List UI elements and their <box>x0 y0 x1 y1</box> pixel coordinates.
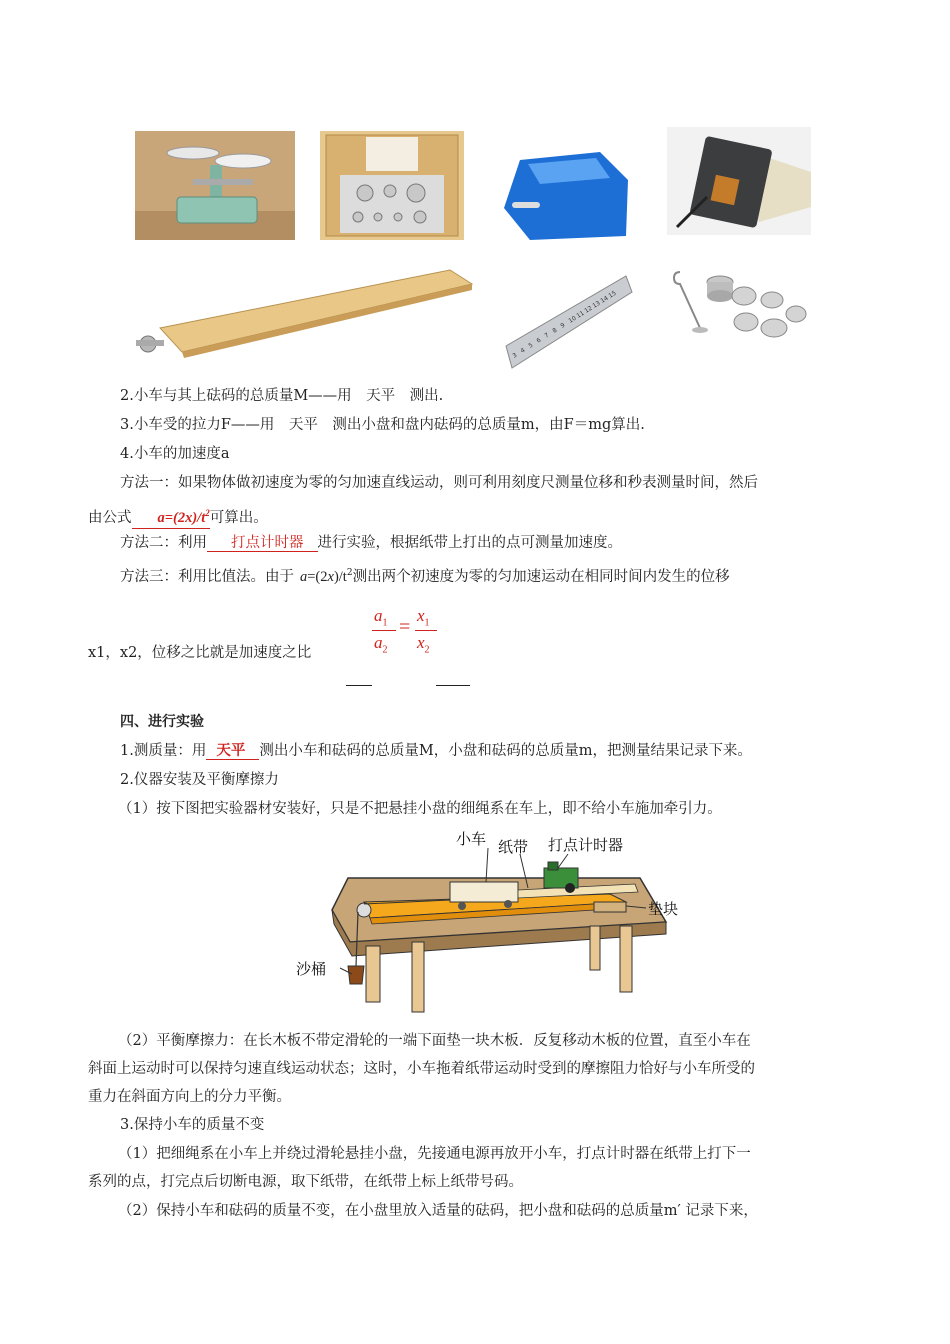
frac-bar-right <box>415 630 437 631</box>
step1-line <box>120 741 900 761</box>
label-block: 垫块 <box>648 900 679 918</box>
method3-line2: x1，x2，位移之比就是加速度之比 <box>88 645 312 661</box>
section-4-heading: 四、进行实验 <box>120 714 204 730</box>
method1-line2 <box>88 503 868 529</box>
frac-denominator-x2: $x_2$ <box>417 633 430 656</box>
svg-text:14: 14 <box>599 294 610 305</box>
svg-text:15: 15 <box>607 289 618 300</box>
table-leg <box>620 926 632 992</box>
answer-underline-1 <box>346 685 372 686</box>
step3-2-line: （2）保持小车和砝码的质量不变，在小盘里放入适量的砝码，把小盘和砝码的总质量m′ 记录下来， <box>118 1203 758 1219</box>
step1-suffix: 测出小车和砝码的总质量M，小盘和砝码的总质量m，把测量结果记录下来。 <box>259 743 752 759</box>
frac-numerator-x1: $x_1$ <box>417 606 430 629</box>
experiment-diagram <box>290 826 679 1018</box>
svg-text:10: 10 <box>567 314 578 325</box>
method2-answer-blank <box>207 535 318 552</box>
method3-formula-t: )/t <box>333 568 347 585</box>
label-timer: 打点计时器 <box>548 836 624 854</box>
svg-text:6: 6 <box>535 336 543 345</box>
step1-prefix: 1.测质量：用 <box>120 743 207 759</box>
method2-line <box>120 533 900 553</box>
step3-line: 3.保持小车的质量不变 <box>120 1117 265 1133</box>
method1-formula: a=(2x)/t <box>157 509 206 526</box>
label-bucket: 沙桶 <box>296 960 327 978</box>
method1-line1: 方法一：如果物体做初速度为零的匀加速直线运动，则可利用刻度尺测量位移和秒表测量时间，然后 <box>120 475 758 491</box>
method2-answer: 打点计时器 <box>231 535 304 551</box>
label-tape: 纸带 <box>498 838 529 856</box>
svg-text:7: 7 <box>543 331 551 340</box>
step1-answer: 天平 <box>216 743 246 759</box>
step2-1-line: （1）按下图把实验器材安装好，只是不把悬挂小盘的细绳系在车上，即不给小车施加牵引力。 <box>118 801 722 817</box>
svg-text:12: 12 <box>583 304 594 315</box>
svg-text:13: 13 <box>591 299 602 310</box>
method1-suffix: 可算出。 <box>209 509 268 526</box>
svg-text:9: 9 <box>559 321 567 330</box>
balance-friction-line1: （2）平衡摩擦力：在长木板不带定滑轮的一端下面垫一块木板．反复移动木板的位置，直至小车在 <box>118 1033 751 1049</box>
step2-line: 2.仪器安装及平衡摩擦力 <box>120 772 279 788</box>
ruler-photo <box>502 272 632 376</box>
label-cart: 小车 <box>456 830 487 848</box>
table-leg <box>412 942 424 1012</box>
mass-M-line: 2.小车与其上砝码的总质量M——用 天平 测出. <box>120 388 444 404</box>
method3-suffix: 测出两个初速度为零的匀加速运动在相同时间内发生的位移 <box>352 568 730 585</box>
method1-prefix: 由公式 <box>88 509 132 526</box>
svg-text:3: 3 <box>511 351 519 360</box>
board-photo <box>132 266 474 366</box>
frac-numerator-a1: $a_1$ <box>374 606 388 629</box>
method3-formula-exponent: 2 <box>346 568 353 578</box>
cart-photo <box>500 140 630 244</box>
block <box>594 902 626 912</box>
weights-box-photo <box>320 131 464 240</box>
method1-formula-exponent: 2 <box>205 508 210 518</box>
svg-text:5: 5 <box>527 341 535 350</box>
method3-formula-mid: =(2 <box>307 568 328 585</box>
svg-text:11: 11 <box>575 309 586 320</box>
force-F-line: 3.小车受的拉力F——用 天平 测出小盘和盘内砝码的总质量m，由F＝mg算出. <box>120 417 645 433</box>
method3-formula-a: a <box>300 568 308 585</box>
step1-answer-blank <box>206 743 259 760</box>
acceleration-line: 4.小车的加速度a <box>120 446 230 462</box>
hook-weights-photo <box>670 268 810 358</box>
sand-bucket <box>348 966 364 984</box>
table-leg <box>366 946 380 1002</box>
step3-1-line1: （1）把细绳系在小车上并绕过滑轮悬挂小盘，先接通电源再放开小车，打点计时器在纸带上打下一 <box>118 1146 751 1162</box>
timer-photo <box>667 127 811 235</box>
ratio-fraction <box>372 606 442 658</box>
pulley <box>357 903 371 917</box>
step3-1-line2: 系列的点，打完点后切断电源，取下纸带，在纸带上标上纸带号码。 <box>88 1174 523 1190</box>
table-leg <box>590 926 600 970</box>
method3-line1 <box>120 563 900 587</box>
balance-friction-line3: 重力在斜面方向上的分力平衡。 <box>88 1089 291 1105</box>
svg-text:4: 4 <box>519 346 527 355</box>
frac-denominator-a2: $a_2$ <box>374 633 388 656</box>
method2-suffix: 进行实验，根据纸带上打出的点可测量加速度。 <box>317 535 622 551</box>
method1-answer-blank <box>132 503 210 529</box>
answer-underline-2 <box>436 685 470 686</box>
balance-photo <box>135 131 295 240</box>
method3-prefix: 方法三：利用比值法。由于 <box>120 568 294 585</box>
method3-formula-x: x <box>327 568 334 585</box>
svg-text:8: 8 <box>551 326 559 335</box>
method2-prefix: 方法二：利用 <box>120 535 207 551</box>
frac-bar-left <box>372 630 396 631</box>
balance-friction-line2: 斜面上运动时可以保持匀速直线运动状态；这时，小车拖着纸带运动时受到的摩擦阻力恰好与小车所受的 <box>88 1061 755 1077</box>
frac-equals: = <box>399 616 411 638</box>
cart <box>450 882 518 902</box>
